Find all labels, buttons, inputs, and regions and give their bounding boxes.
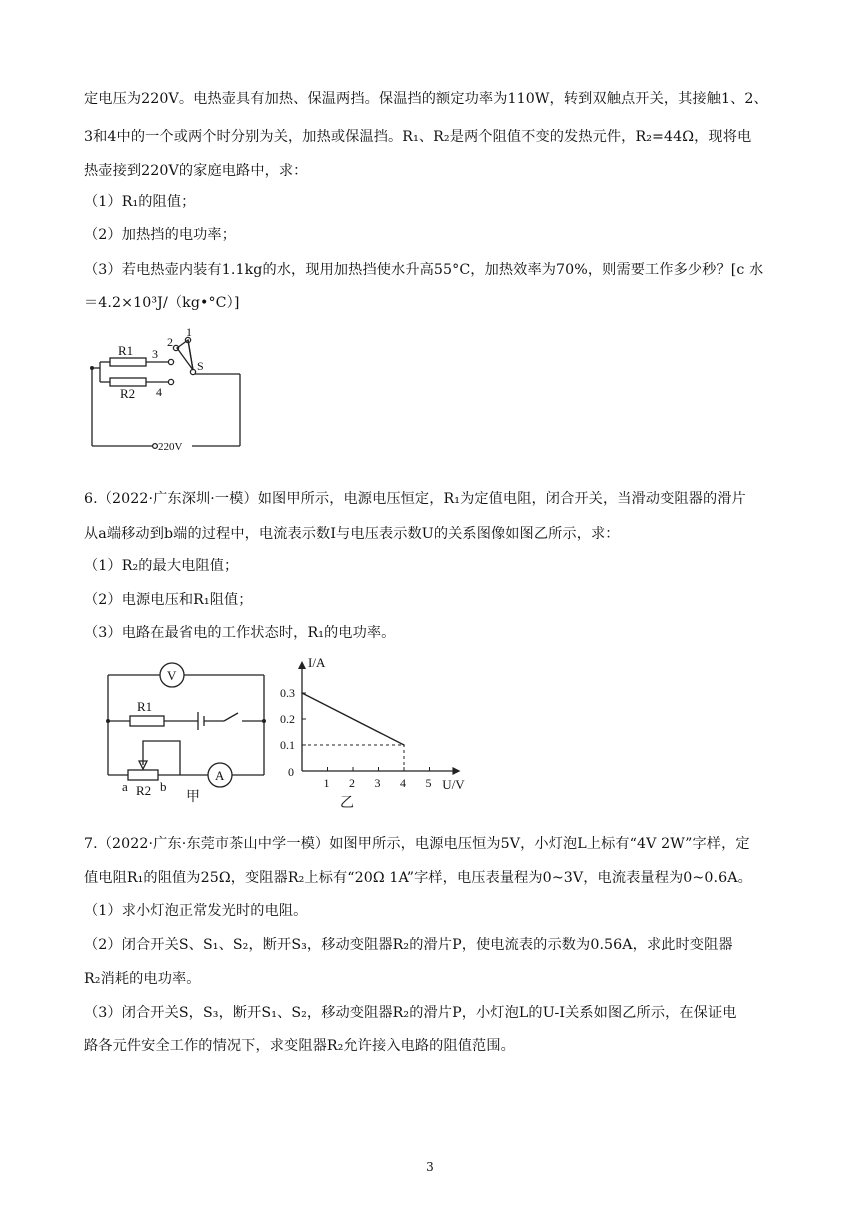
- q7-line-2: 值电阻R₁的阻值为25Ω，变阻器R₂上标有“20Ω 1A”字样，电压表量程为0~3V，电流表量程为0~0.6A。: [84, 870, 752, 886]
- q5-sub-4: ＝4.2×10³J/（kg•°C）]: [84, 295, 240, 311]
- q6-label-r1: R1: [137, 699, 153, 714]
- x-tick-label: 1: [323, 776, 330, 790]
- q5-label-1: 1: [186, 325, 192, 339]
- q7-sub-3: R₂消耗的电功率。: [84, 971, 201, 987]
- q5-label-s: S: [197, 359, 204, 373]
- q7-sub-1: （1）求小灯泡正常发光时的电阻。: [84, 903, 308, 919]
- q6-sub-2: （2）电源电压和R₁阻值；: [84, 592, 253, 608]
- q6-label-b: b: [160, 779, 167, 794]
- q6-sub-1: （1）R₂的最大电阻值；: [84, 558, 239, 574]
- q5-label-220v: 220V: [158, 441, 183, 453]
- q5-sub-2: （2）加热挡的电功率；: [84, 227, 237, 243]
- x-tick-label: 0: [288, 765, 294, 779]
- x-axis-arrow: [452, 767, 460, 775]
- q6-figure-yi: 乙: [340, 796, 354, 810]
- q5-label-2: 2: [167, 335, 173, 349]
- y-tick-label: 0.3: [280, 686, 295, 700]
- q5-label-4: 4: [156, 385, 162, 399]
- q5-sub-1: （1）R₁的阻值；: [84, 194, 196, 210]
- q7-sub-2: （2）闭合开关S、S₁、S₂，断开S₃，移动变阻器R₂的滑片P，使电流表的示数为0.56A，求此时变阻器: [84, 937, 733, 953]
- q6-circuit-diagram: [100, 657, 272, 807]
- q5-line-3: 热壶接到220V的家庭电路中，求：: [84, 163, 308, 179]
- q5-line-1: 定电压为220V。电热壶具有加热、保温两挡。保温挡的额定功率为110W，转到双触点开关，其接触1、2、: [84, 91, 768, 107]
- chart-point: [301, 692, 303, 694]
- chart-point: [403, 744, 405, 746]
- x-tick-label: 4: [400, 776, 406, 790]
- q6-sub-3: （3）电路在最省电的工作状态时，R₁的电功率。: [84, 625, 396, 641]
- q7-sub-4: （3）闭合开关S，S₃，断开S₁、S₂，移动变阻器R₂的滑片P，小灯泡L的U-I关系如图乙所示，在保证电: [84, 1005, 737, 1021]
- y-tick-label: 0.2: [280, 712, 295, 726]
- x-tick-label: 5: [425, 776, 432, 790]
- q5-line-2: 3和4中的一个或两个时分别为关，加热或保温挡。R₁、R₂是两个阻值不变的发热元件，R₂=44Ω，现将电: [84, 129, 752, 145]
- q5-sub-3: （3）若电热壶内装有1.1kg的水，现用加热挡使水升高55°C，加热效率为70%，则需要工作多少秒？[c 水: [84, 262, 764, 278]
- x-tick-label: 3: [374, 776, 381, 790]
- q6-ammeter-label: A: [215, 768, 225, 783]
- chart-series-line: [302, 693, 404, 745]
- x-tick-label: 2: [349, 776, 355, 790]
- q6-label-r2: R2: [136, 783, 152, 798]
- q6-line-2: 从a端移动到b端的过程中，电流表示数I与电压表示数U的关系图像如图乙所示，求：: [84, 526, 620, 542]
- q7-line-1: 7.（2022·广东·东莞市茶山中学一模）如图甲所示，电源电压恒为5V，小灯泡L上标有“4V 2W”字样，定: [84, 836, 750, 852]
- q6-figure-jia: 甲: [186, 790, 200, 805]
- q6-label-a: a: [122, 779, 128, 794]
- y-axis-label: I/A: [308, 655, 326, 670]
- q6-line-1: 6.（2022·广东深圳·一模）如图甲所示，电源电压恒定，R₁为定值电阻，闭合开关，当滑动变阻器的滑片: [84, 491, 746, 507]
- page-number: 3: [426, 1160, 434, 1174]
- q6-voltmeter-label: V: [167, 668, 177, 683]
- q5-circuit-diagram: [80, 318, 260, 458]
- y-tick-label: 0.1: [280, 738, 295, 752]
- q5-label-3: 3: [152, 347, 158, 361]
- q5-label-r1: R1: [118, 343, 134, 358]
- q6-iu-chart: [280, 655, 480, 810]
- q5-label-r2: R2: [120, 386, 136, 401]
- q7-sub-5: 路各元件安全工作的情况下，求变阻器R₂允许接入电路的阻值范围。: [84, 1038, 515, 1054]
- y-axis-arrow: [298, 661, 306, 669]
- x-axis-label: U/V: [442, 777, 465, 792]
